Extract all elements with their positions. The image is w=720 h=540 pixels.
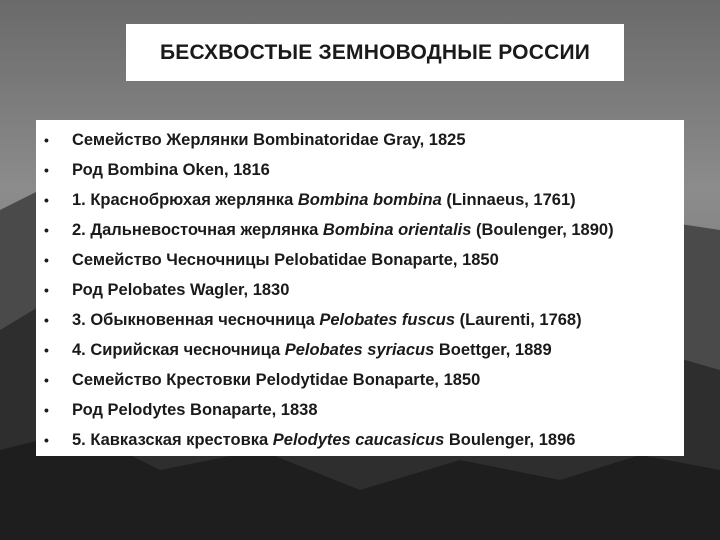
list-item-text bbox=[72, 395, 318, 425]
text-segment: 5. Кавказская крестовка bbox=[72, 431, 273, 449]
list-item-text bbox=[72, 155, 270, 185]
bullet-icon: • bbox=[44, 132, 49, 148]
list-item-text bbox=[72, 365, 480, 395]
bullet-icon: • bbox=[44, 372, 49, 388]
text-segment: Род Pelodytes Bonaparte, 1838 bbox=[72, 401, 318, 419]
bullet-icon: • bbox=[44, 402, 49, 418]
species-name: Bombina bombina bbox=[297, 191, 442, 209]
species-name: Bombina orientalis bbox=[322, 221, 472, 239]
list-item bbox=[36, 275, 684, 305]
text-segment: 1. Краснобрюхая жерлянка bbox=[72, 191, 298, 209]
list-item bbox=[36, 365, 684, 395]
list-item bbox=[36, 125, 684, 155]
text-segment: 4. Сирийская чесночница bbox=[72, 341, 285, 359]
list-item-text bbox=[72, 305, 582, 335]
text-segment: (Boulenger, 1890) bbox=[471, 221, 614, 239]
bullet-icon: • bbox=[44, 192, 49, 208]
bullet-icon: • bbox=[44, 162, 49, 178]
list-item bbox=[36, 185, 684, 215]
bullet-icon: • bbox=[44, 342, 49, 358]
text-segment: Boulenger, 1896 bbox=[444, 431, 576, 449]
list-item bbox=[36, 245, 684, 275]
species-list bbox=[36, 125, 684, 455]
text-segment: Boettger, 1889 bbox=[434, 341, 552, 359]
list-item bbox=[36, 305, 684, 335]
list-item bbox=[36, 215, 684, 245]
text-segment: 3. Обыкновенная чесночница bbox=[72, 311, 320, 329]
text-segment: (Linnaeus, 1761) bbox=[441, 191, 576, 209]
content-panel bbox=[36, 120, 684, 456]
list-item-text bbox=[72, 425, 575, 455]
species-name: Pelobates syriacus bbox=[284, 341, 435, 359]
list-item bbox=[36, 155, 684, 185]
bullet-icon: • bbox=[44, 312, 49, 328]
text-segment: (Laurenti, 1768) bbox=[455, 311, 582, 329]
bullet-icon: • bbox=[44, 222, 49, 238]
bullet-icon: • bbox=[44, 432, 49, 448]
text-segment: Семейство Чесночницы Pelobatidae Bonaparte, 1850 bbox=[72, 251, 499, 269]
text-segment: Род Bombina Oken, 1816 bbox=[72, 161, 270, 179]
list-item-text bbox=[72, 275, 289, 305]
bullet-icon: • bbox=[44, 282, 49, 298]
text-segment: Семейство Крестовки Pelodytidae Bonaparte, 1850 bbox=[72, 371, 481, 389]
list-item bbox=[36, 395, 684, 425]
list-item-text bbox=[72, 125, 466, 155]
list-item-text bbox=[72, 245, 499, 275]
list-item-text bbox=[72, 185, 576, 215]
list-item bbox=[36, 335, 684, 365]
text-segment: Род Pelobates Wagler, 1830 bbox=[72, 281, 290, 299]
species-name: Pelobates fuscus bbox=[319, 311, 456, 329]
species-name: Pelodytes caucasicus bbox=[272, 431, 445, 449]
page-title: БЕСХВОСТЫЕ ЗЕМНОВОДНЫЕ РОССИИ bbox=[159, 40, 591, 64]
bullet-icon: • bbox=[44, 252, 49, 268]
title-panel bbox=[126, 24, 624, 81]
list-item-text bbox=[72, 335, 552, 365]
text-segment: Семейство Жерлянки Bombinatoridae Gray, 1825 bbox=[72, 131, 466, 149]
list-item bbox=[36, 425, 684, 455]
text-segment: 2. Дальневосточная жерлянка bbox=[72, 221, 323, 239]
list-item-text bbox=[72, 215, 614, 245]
